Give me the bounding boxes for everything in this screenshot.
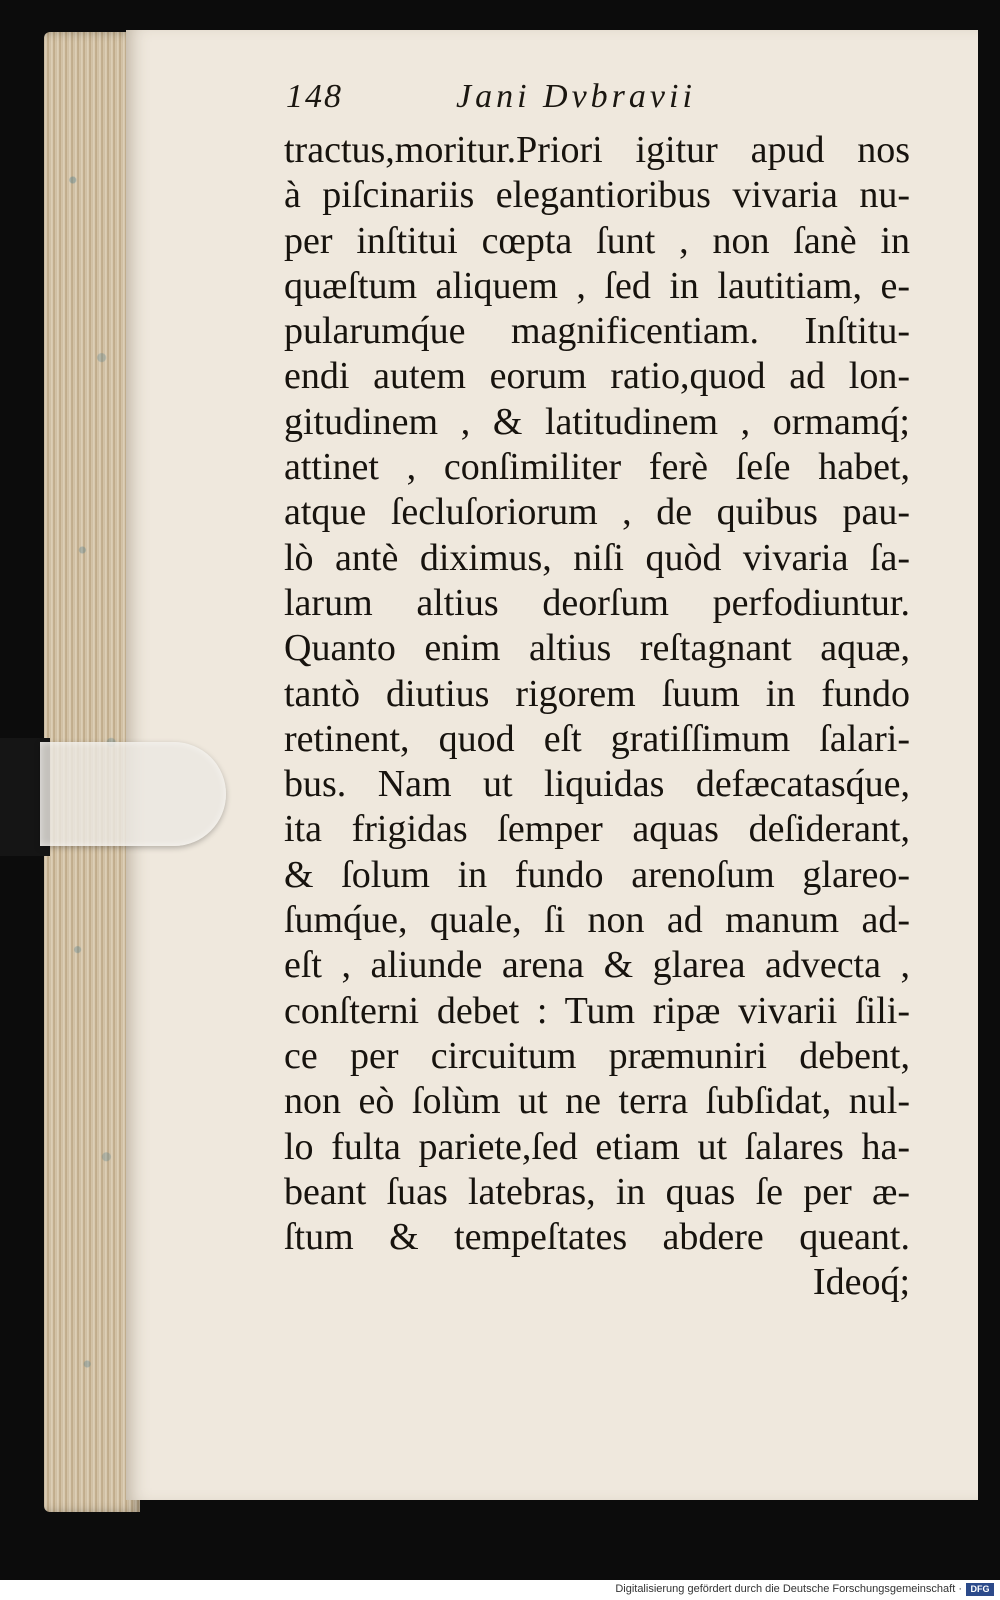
text-line: ſumq́ue, quale, ſi non ad manum ad-: [284, 899, 910, 942]
text-line: bus. Nam ut liquidas defæcatasq́ue,: [284, 763, 910, 806]
text-line: ſtum & tempeſtates abdere queant.: [284, 1216, 910, 1259]
text-line: ce per circuitum præmuniri debent,: [284, 1034, 910, 1077]
text-line: pularumq́ue magnificentiam. Inſtitu-: [284, 310, 910, 353]
footer-bar: [0, 1580, 1000, 1600]
page-number: 148: [286, 78, 343, 115]
text-line: conſterni debet : Tum ripæ vivarii ſili-: [284, 989, 910, 1032]
page-clip-tab: [40, 742, 226, 846]
catchword: Ideoq́;: [812, 1261, 910, 1304]
text-line: lò antè diximus, niſi quòd vivaria ſa-: [284, 536, 910, 579]
text-line: tractus,moritur.Priori igitur apud nos: [284, 129, 910, 171]
text-line: quæſtum aliquem , ſed in lautitiam, e-: [284, 264, 910, 307]
running-head: [286, 74, 786, 120]
body-text: [284, 128, 910, 1306]
text-line: gitudinem , & latitudinem , ormamq́;: [284, 400, 910, 443]
text-line: tantò diutius rigorem ſuum in fundo: [284, 672, 910, 715]
text-line: attinet , conſimiliter ferè ſeſe habet,: [284, 446, 910, 489]
text-line: beant ſuas latebras, in quas ſe per æ-: [284, 1170, 910, 1213]
text-line: & ſolum in fundo arenoſum glareo-: [284, 853, 910, 896]
text-line: ita frigidas ſemper aquas deſiderant,: [284, 808, 910, 851]
text-line: larum altius deorſum perfodiuntur.: [284, 581, 910, 624]
dfg-logo: DFG: [966, 1583, 994, 1596]
text-line: retinent, quod eſt gratiſſimum ſalari-: [284, 717, 910, 760]
text-line: Quanto enim altius reſtagnant aquæ,: [284, 627, 910, 670]
funding-credit: Digitalisierung gefördert durch die Deutsche Forschungsgemeinschaft ·: [615, 1583, 962, 1595]
text-line: à piſcinariis elegantioribus vivaria nu-: [284, 174, 910, 217]
text-line: endi autem eorum ratio,quod ad lon-: [284, 355, 910, 398]
text-line: atque ſecluſoriorum , de quibus pau-: [284, 491, 910, 534]
text-line: lo fulta pariete,ſed etiam ut ſalares ha-: [284, 1125, 910, 1168]
running-title: Jani Dvbravii: [456, 78, 696, 115]
text-line: non eò ſolùm ut ne terra ſubſidat, nul-: [284, 1080, 910, 1123]
text-line: eſt , aliunde arena & glarea advecta ,: [284, 944, 910, 987]
text-line: per inſtitui cœpta ſunt , non ſanè in: [284, 219, 910, 262]
